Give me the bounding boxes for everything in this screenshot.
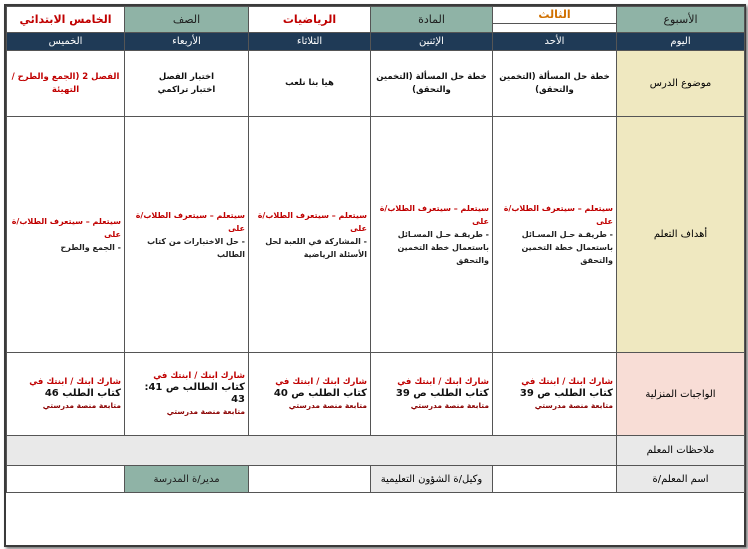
topic-monday: خطة حل المسألة (التخمين والتحقق) (371, 51, 493, 117)
subject-value: الرياضيات (249, 7, 371, 33)
grade-label: الصف (125, 7, 249, 33)
day-label: اليوم (617, 33, 745, 51)
objective-sunday: سيتعلم – سيتعرف الطلاب/ة على - طريقـة حـل المسـائل باستعمال خطة التخمين والتحقق (493, 117, 617, 353)
lesson-plan-frame (4, 4, 746, 547)
day-thursday: الخميس (7, 33, 125, 51)
homework-monday: شارك ابنك / ابنتك في كتاب الطلب ص 39 متابعة منصة مدرستي (371, 353, 493, 436)
topic-row (7, 51, 745, 117)
topic-tuesday: هيا بنا نلعب (249, 51, 371, 117)
day-wednesday: الأربعاء (125, 33, 249, 51)
homework-thursday: شارك ابنك / ابنتك في كتاب الطلب 46 متابعة منصة مدرستي (7, 353, 125, 436)
notes-label: ملاحظات المعلم (617, 436, 745, 466)
principal-value[interactable] (7, 466, 125, 493)
homework-row (7, 353, 745, 436)
homework-tuesday: شارك ابنك / ابنتك في كتاب الطلب ص 40 متابعة منصة مدرستي (249, 353, 371, 436)
teacher-label: اسم المعلم/ة (617, 466, 745, 493)
deputy-label: وكيل/ة الشؤون التعليمية (371, 466, 493, 493)
topic-label: موضوع الدرس (617, 51, 745, 117)
homework-sunday: شارك ابنك / ابنتك في كتاب الطلب ص 39 متابعة منصة مدرستي (493, 353, 617, 436)
deputy-value[interactable] (249, 466, 371, 493)
objectives-row (7, 117, 745, 353)
principal-label: مدير/ة المدرسة (125, 466, 249, 493)
objective-tuesday: سيتعلم – سيتعرف الطلاب/ة على - المشاركة في اللعبة لحل الأسئلة الرياضية (249, 117, 371, 353)
day-sunday: الأحد (493, 33, 617, 51)
day-tuesday: الثلاثاء (249, 33, 371, 51)
day-monday: الإثنين (371, 33, 493, 51)
week-value: الثالث (493, 7, 616, 24)
week-value-cell (493, 7, 617, 33)
topic-wednesday: اختبار الفصل اختبار تراكمي (125, 51, 249, 117)
topic-sunday: خطة حل المسألة (التخمين والتحقق) (493, 51, 617, 117)
footer-row (7, 466, 745, 493)
days-row (7, 33, 745, 51)
objective-monday: سيتعلم – سيتعرف الطلاب/ة على - طريقـة حـل المسـائل باستعمال خطة التخمين والتحقق (371, 117, 493, 353)
notes-row (7, 436, 745, 466)
objective-wednesday: سيتعلم – سيتعرف الطلاب/ة على - حل الاختبارات من كتاب الطالب (125, 117, 249, 353)
homework-wednesday: شارك ابنك / ابنتك في كتاب الطالب ص 41: 43 متابعة منصة مدرستي (125, 353, 249, 436)
weekly-plan-table (6, 6, 745, 493)
topic-thursday: الفصل 2 (الجمع والطرح / التهيئة (7, 51, 125, 117)
grade-value: الخامس الابتدائي (7, 7, 125, 33)
subject-label: المادة (371, 7, 493, 33)
teacher-value[interactable] (493, 466, 617, 493)
week-label: الأسبوع (617, 7, 745, 33)
objective-thursday: سيتعلم – سيتعرف الطلاب/ة على - الجمع والطرح (7, 117, 125, 353)
header-row (7, 7, 745, 33)
notes-value[interactable] (7, 436, 617, 466)
homework-label: الواجبات المنزلية (617, 353, 745, 436)
objectives-label: أهداف التعلم (617, 117, 745, 353)
